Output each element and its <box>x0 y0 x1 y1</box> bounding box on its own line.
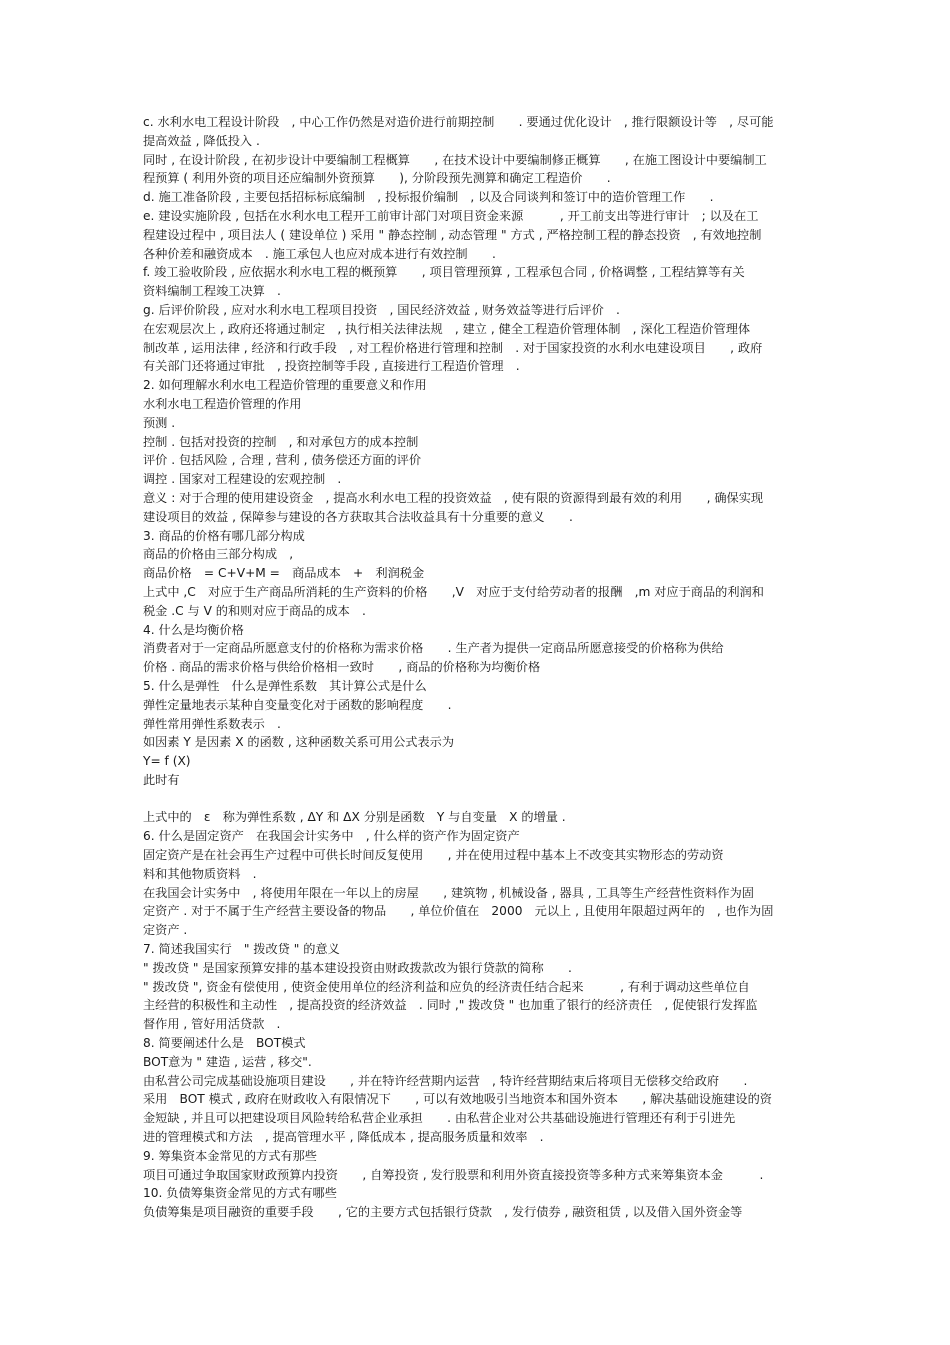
text-line: 水利水电工程造价管理的作用 <box>143 396 302 411</box>
text-line: 定资产 . <box>143 923 188 938</box>
text-line: 10. 负债筹集资金常见的方式有哪些 <box>143 1186 337 1201</box>
text-line: 7. 简述我国实行 " 拨改贷 " 的意义 <box>143 942 340 957</box>
text-line: 6. 什么是固定资产 在我国会计实务中 , 什么样的资产作为固定资产 <box>143 829 520 844</box>
text-line: 采用 BOT 模式 , 政府在财政收入有限情况下 , 可以有效地吸引当地资本和国外资本 , 解决基础设施建设的资 <box>143 1092 772 1107</box>
text-line: g. 后评价阶段 , 应对水利水电工程项目投资 , 国民经济效益 , 财务效益等进行后评价 . <box>143 302 620 317</box>
text-line: 资料编制工程竣工决算 . <box>143 284 281 299</box>
text-line: 此时有 <box>143 772 180 787</box>
text-line: 弹性定量地表示某种自变量变化对于函数的影响程度 . <box>143 697 452 712</box>
text-line: 建设项目的效益 , 保障参与建设的各方获取其合法收益具有十分重要的意义 . <box>143 509 573 524</box>
text-line: 消费者对于一定商品所愿意支付的价格称为需求价格 . 生产者为提供一定商品所愿意接受的价格称为供给 <box>143 641 724 656</box>
text-line: f. 竣工验收阶段 , 应依据水利水电工程的概预算 , 项目管理预算 , 工程承包合同 , 价格调整 , 工程结算等有关 <box>143 265 745 280</box>
text-line: 提高效益 , 降低投入 . <box>143 133 260 148</box>
document-page <box>143 113 807 1222</box>
text-line: 金短缺 , 并且可以把建设项目风险转给私营企业承担 . 由私营企业对公共基础设施进行管理还有利于引进先 <box>143 1111 736 1126</box>
text-line: 固定资产是在社会再生产过程中可供长时间反复使用 , 并在使用过程中基本上不改变其实物形态的劳动资 <box>143 848 724 863</box>
text-line: e. 建设实施阶段 , 包括在水利水电工程开工前审计部门对项目资金来源 , 开工前支出等进行审计 ; 以及在工 <box>143 208 759 223</box>
text-line: Y= f (X) <box>143 754 191 769</box>
text-line: 意义 : 对于合理的使用建设资金 , 提高水利水电工程的投资效益 , 使有限的资源得到最有效的利用 , 确保实现 <box>143 490 764 505</box>
text-line: 制改革 , 运用法律 , 经济和行政手段 , 对工程价格进行管理和控制 . 对于国家投资的水利水电建设项目 , 政府 <box>143 340 763 355</box>
text-line: 程预算 ( 利用外资的项目还应编制外资预算 ), 分阶段预先测算和确定工程造价 . <box>143 171 611 186</box>
text-line: 项目可通过争取国家财政预算内投资 , 自筹投资 , 发行股票和利用外资直接投资等多种方式来筹集资本金 . <box>143 1167 764 1182</box>
text-line: 定资产 . 对于不属于生产经营主要设备的物品 , 单位价值在 2000 元以上 , 且使用年限超过两年的 , 也作为固 <box>143 904 774 919</box>
text-line: 同时 , 在设计阶段 , 在初步设计中要编制工程概算 , 在技术设计中要编制修正概算 , 在施工图设计中要编制工 <box>143 152 767 167</box>
text-line: 预测 . <box>143 415 176 430</box>
text-line: c. 水利水电工程设计阶段 , 中心工作仍然是对造价进行前期控制 . 要通过优化设计 , 推行限额设计等 , 尽可能 <box>143 115 774 129</box>
text-line: 料和其他物质资料 . <box>143 866 257 881</box>
text-line: d. 施工准备阶段 , 主要包括招标标底编制 , 投标报价编制 , 以及合同谈判和签订中的造价管理工作 . <box>143 190 714 205</box>
text-line: BOT意为 " 建造 , 运营 , 移交". <box>143 1054 312 1069</box>
text-line: 程建设过程中 , 项目法人 ( 建设单位 ) 采用 " 静态控制 , 动态管理 " 方式 , 严格控制工程的静态投资 , 有效地控制 <box>143 227 762 242</box>
text-line: 5. 什么是弹性 什么是弹性系数 其计算公式是什么 <box>143 678 427 693</box>
text-line: 进的管理模式和方法 , 提高管理水平 , 降低成本 , 提高服务质量和效率 . <box>143 1130 544 1145</box>
text-line: 9. 筹集资本金常见的方式有那些 <box>143 1148 317 1163</box>
text-line: 负债筹集是项目融资的重要手段 , 它的主要方式包括银行贷款 , 发行债券 , 融资租赁 , 以及借入国外资金等 <box>143 1205 743 1220</box>
text-line: 由私营公司完成基础设施项目建设 , 并在特许经营期内运营 , 特许经营期结束后将项目无偿移交给政府 . <box>143 1073 748 1088</box>
text-line: 主经营的积极性和主动性 , 提高投资的经济效益 . 同时 ," 拨改贷 " 也加重了银行的经济责任 , 促使银行发挥监 <box>143 998 758 1013</box>
text-line <box>143 790 807 809</box>
text-line: " 拨改贷 " 是国家预算安排的基本建设投资由财政拨款改为银行贷款的简称 . <box>143 960 572 975</box>
text-line: 如因素 Y 是因素 X 的函数 , 这种函数关系可用公式表示为 <box>143 735 455 750</box>
text-line: 弹性常用弹性系数表示 . <box>143 716 281 731</box>
text-line: 督作用 , 管好用活贷款 . <box>143 1017 281 1032</box>
text-line: 有关部门还将通过审批 , 投资控制等手段 , 直接进行工程造价管理 . <box>143 359 520 374</box>
text-line: 商品的价格由三部分构成 , <box>143 547 294 562</box>
text-line: 2. 如何理解水利水电工程造价管理的重要意义和作用 <box>143 378 427 393</box>
text-line: 各种价差和融资成本 . 施工承包人也应对成本进行有效控制 . <box>143 246 496 261</box>
text-line: 价格 . 商品的需求价格与供给价格相一致时 , 商品的价格称为均衡价格 <box>143 660 541 675</box>
text-line: " 拨改贷 ", 资金有偿使用 , 使资金使用单位的经济利益和应负的经济责任结合起来 , 有利于调动这些单位自 <box>143 979 750 994</box>
text-line: 控制 . 包括对投资的控制 , 和对承包方的成本控制 <box>143 434 419 449</box>
text-line: 上式中 ,C 对应于生产商品所消耗的生产资料的价格 ,V 对应于支付给劳动者的报酬 ,m 对应于商品的利润和 <box>143 584 764 599</box>
text-line: 在我国会计实务中 , 将使用年限在一年以上的房屋 , 建筑物 , 机械设备 , 器具 , 工具等生产经营性资料作为固 <box>143 885 754 900</box>
text-line: 评价 . 包括风险 , 合理 , 营利 , 债务偿还方面的评价 <box>143 453 422 468</box>
text-line: 上式中的 ε 称为弹性系数 , ΔY 和 ΔX 分别是函数 Y 与自变量 X 的增量 . <box>143 810 566 825</box>
text-line: 税金 .C 与 V 的和则对应于商品的成本 . <box>143 603 366 618</box>
text-line: 调控 . 国家对工程建设的宏观控制 . <box>143 472 342 487</box>
text-line: 商品价格 = C+V+M = 商品成本 + 利润税金 <box>143 566 425 581</box>
text-line: 3. 商品的价格有哪几部分构成 <box>143 528 305 543</box>
text-line: 在宏观层次上 , 政府还将通过制定 , 执行相关法律法规 , 建立 , 健全工程造价管理体制 , 深化工程造价管理体 <box>143 321 751 336</box>
text-line: 8. 简要阐述什么是 BOT模式 <box>143 1036 306 1051</box>
text-line: 4. 什么是均衡价格 <box>143 622 244 637</box>
